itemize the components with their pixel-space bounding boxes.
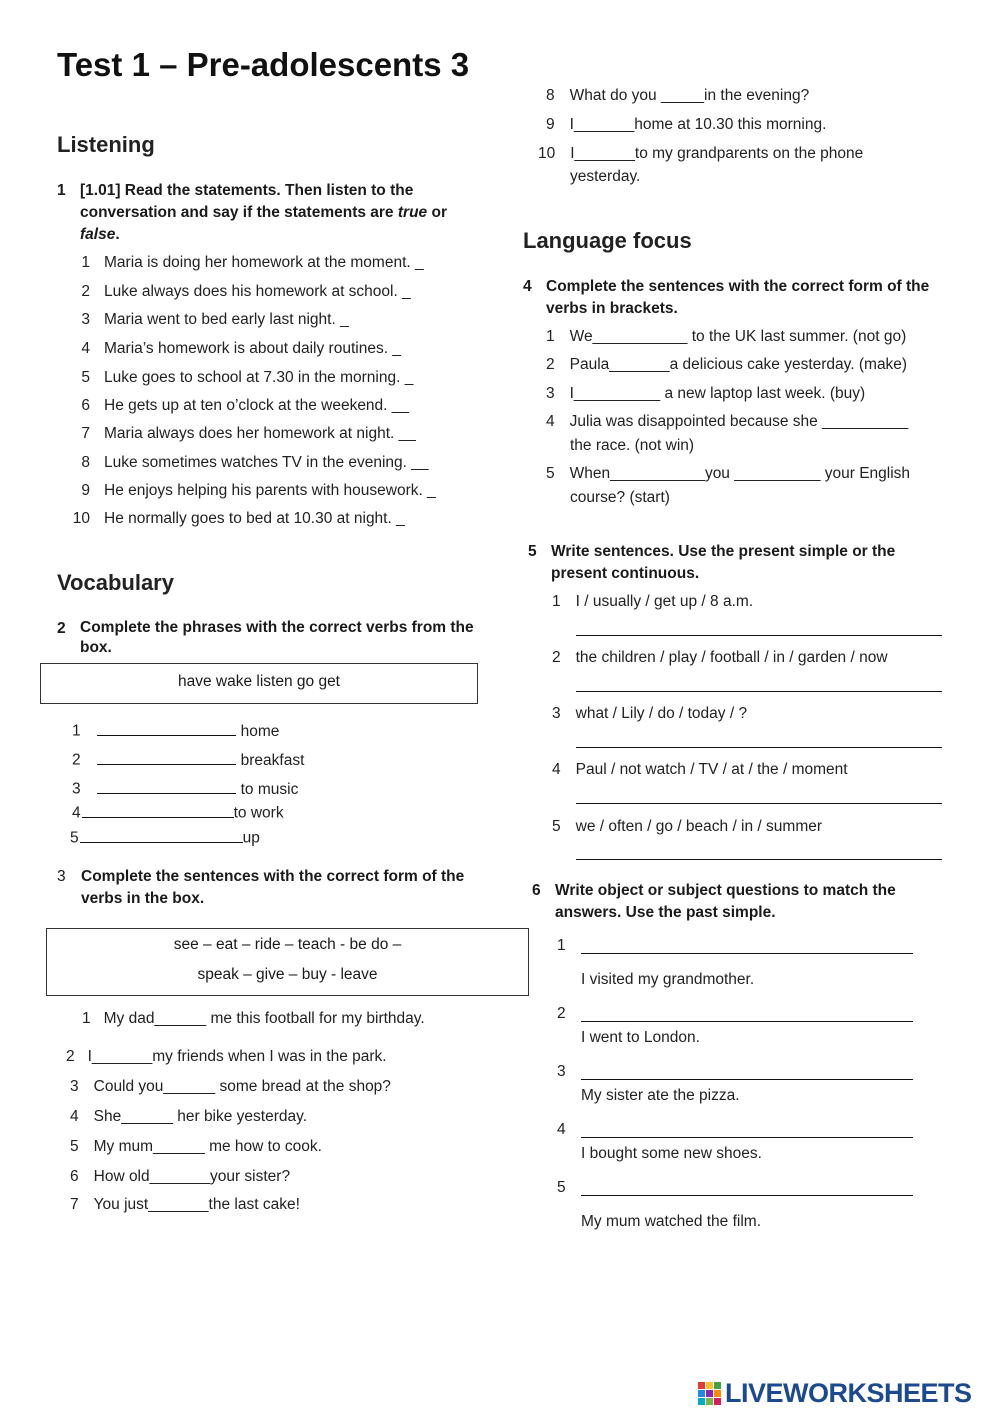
item-number: 5 <box>546 465 555 482</box>
item-text: I / usually / get up / 8 a.m. <box>575 593 754 610</box>
language-focus-heading: Language focus <box>523 228 692 253</box>
item-number: 2 <box>66 1048 75 1065</box>
item-number: 3 <box>546 385 555 402</box>
item-number: 5 <box>70 1138 79 1155</box>
item-text: up <box>242 829 260 847</box>
list-item <box>72 748 304 770</box>
item-number: 4 <box>546 413 555 430</box>
list-item <box>546 385 865 403</box>
answer-line[interactable] <box>581 1079 913 1080</box>
list-item <box>70 1108 307 1126</box>
list-item <box>552 649 888 667</box>
item-number: 3 <box>72 780 81 798</box>
list-item <box>66 482 436 500</box>
item-number: 10 <box>538 145 556 162</box>
item-number: 1 <box>557 937 566 954</box>
answer-text: I bought some new shoes. <box>581 1145 762 1162</box>
item-text: to music <box>240 780 299 798</box>
list-item <box>70 826 260 848</box>
list-item <box>66 254 424 272</box>
list-item <box>70 1138 322 1156</box>
item-text: Paul / not watch / TV / at / the / moment <box>575 761 848 778</box>
list-item <box>546 356 907 374</box>
item-number: 5 <box>557 1179 566 1196</box>
item-text: Julia was disappointed because she __________ <box>569 413 909 430</box>
list-item <box>66 454 429 472</box>
item-text: I_______to my grandparents on the phone <box>570 145 864 162</box>
list-item <box>552 705 747 723</box>
item-text: He normally goes to bed at 10.30 at night. _ <box>104 510 405 527</box>
item-text: My dad______ me this football for my birthday. <box>103 1010 425 1027</box>
instruction-false: false <box>80 226 116 243</box>
exercise-number: 3 <box>57 868 66 885</box>
answer-text: I went to London. <box>581 1029 700 1046</box>
item-number: 7 <box>70 1196 79 1213</box>
word-box-text: have wake listen go get <box>178 673 340 690</box>
item-number: 3 <box>81 311 90 328</box>
item-text: Luke sometimes watches TV in the evening. __ <box>104 454 429 471</box>
exercise-number: 6 <box>532 882 541 899</box>
list-item <box>70 1196 300 1214</box>
list-item <box>66 283 411 301</box>
list-item <box>66 397 409 415</box>
list-item <box>72 719 279 741</box>
item-text: breakfast <box>240 751 305 769</box>
item-number: 4 <box>70 1108 79 1125</box>
answer-line[interactable] <box>581 1137 913 1138</box>
item-text: She______ her bike yesterday. <box>93 1108 308 1125</box>
instruction-text: Complete the sentences with the correct form of the verbs in the box. <box>81 868 465 907</box>
list-item <box>66 510 405 528</box>
item-text: He gets up at ten o’clock at the weekend. __ <box>104 397 410 414</box>
word-box-line-1: see – eat – ride – teach - be do – <box>173 936 402 953</box>
item-number: 2 <box>81 283 90 300</box>
item-number: 1 <box>546 328 555 345</box>
list-item <box>70 1078 391 1096</box>
instruction-text: Write object or subject questions to match the answers. Use the past simple. <box>555 882 896 921</box>
item-number: 3 <box>552 705 561 722</box>
answer-blank[interactable] <box>80 826 243 843</box>
item-text: we / often / go / beach / in / summer <box>575 818 823 835</box>
item-number: 2 <box>557 1005 566 1022</box>
item-text: I__________ a new laptop last week. (buy) <box>569 385 866 402</box>
instruction-text: Complete the phrases with the correct verbs from the box. <box>80 619 474 656</box>
item-number: 1 <box>81 254 90 271</box>
item-text: the children / play / football / in / garden / now <box>575 649 888 666</box>
item-number: 3 <box>70 1078 79 1095</box>
answer-blank[interactable] <box>97 719 236 736</box>
list-item-continued: yesterday. <box>570 168 641 185</box>
exercise-6-instructions <box>532 880 952 924</box>
instruction-text: Complete the sentences with the correct form of the verbs in brackets. <box>546 278 930 317</box>
list-item-continued: the race. (not win) <box>570 437 695 454</box>
item-number: 8 <box>81 454 90 471</box>
item-text: Maria went to bed early last night. _ <box>104 311 349 328</box>
answer-line[interactable] <box>581 1021 913 1022</box>
item-text: Luke goes to school at 7.30 in the morning. _ <box>104 369 414 386</box>
item-number: 1 <box>72 722 81 740</box>
item-text: I_______home at 10.30 this morning. <box>569 116 827 133</box>
item-number: 9 <box>546 116 555 133</box>
item-text: to work <box>233 804 284 822</box>
item-number: 8 <box>546 87 555 104</box>
item-text: Could you______ some bread at the shop? <box>93 1078 391 1095</box>
item-text: Maria always does her homework at night. __ <box>104 425 416 442</box>
item-text: We___________ to the UK last summer. (not go) <box>569 328 907 345</box>
item-text: Luke always does his homework at school. _ <box>104 283 411 300</box>
item-number: 1 <box>82 1010 91 1027</box>
item-number: 5 <box>70 829 79 847</box>
item-number: 1 <box>552 593 561 610</box>
liveworksheets-logo <box>698 1378 972 1408</box>
list-item <box>72 801 284 823</box>
answer-line[interactable] <box>576 859 942 860</box>
list-item <box>66 425 416 443</box>
answer-blank[interactable] <box>97 748 236 765</box>
list-item <box>66 340 401 358</box>
list-item <box>66 1048 387 1066</box>
list-item <box>546 328 906 346</box>
item-text: He enjoys helping his parents with housework. _ <box>104 482 436 499</box>
item-text: My mum______ me how to cook. <box>93 1138 322 1155</box>
list-item-continued: course? (start) <box>570 489 670 506</box>
instruction-period: . <box>115 226 120 243</box>
answer-text: My mum watched the film. <box>581 1213 762 1230</box>
item-number: 10 <box>72 510 90 527</box>
item-text: What do you _____in the evening? <box>569 87 810 104</box>
answer-blank[interactable] <box>97 777 236 794</box>
item-number: 5 <box>81 369 90 386</box>
exercise-number: 1 <box>57 182 66 199</box>
list-item <box>546 116 826 134</box>
item-text: Maria’s homework is about daily routines. _ <box>104 340 401 357</box>
instruction-text: [1.01] Read the statements. Then listen to the conversation and say if the statements are <box>80 182 414 221</box>
list-item <box>538 145 863 163</box>
item-text: what / Lily / do / today / ? <box>575 705 748 722</box>
instruction-or: or <box>427 204 447 221</box>
item-text: Paula_______a delicious cake yesterday. (make) <box>569 356 908 373</box>
list-item <box>66 369 413 387</box>
item-number: 4 <box>552 761 561 778</box>
item-number: 7 <box>81 425 90 442</box>
item-number: 6 <box>70 1168 79 1185</box>
list-item <box>546 465 910 483</box>
word-box <box>40 663 478 704</box>
page-title: Test 1 – Pre-adolescents 3 <box>57 46 470 83</box>
item-text: You just_______the last cake! <box>93 1196 300 1213</box>
exercise-2-instructions <box>57 618 487 658</box>
list-item <box>66 311 349 329</box>
answer-line[interactable] <box>581 1195 913 1196</box>
item-number: 2 <box>552 649 561 666</box>
exercise-number: 2 <box>57 620 66 637</box>
exercise-number: 4 <box>523 278 532 295</box>
instruction-true: true <box>397 204 428 221</box>
answer-line[interactable] <box>576 747 942 748</box>
answer-text: I visited my grandmother. <box>581 971 755 988</box>
exercise-5-instructions <box>528 541 948 585</box>
exercise-3-instructions <box>57 866 477 910</box>
list-item <box>552 593 753 611</box>
item-number: 6 <box>81 397 90 414</box>
item-text: How old_______your sister? <box>93 1168 291 1185</box>
word-box-line-2: speak – give – buy - leave <box>197 966 378 983</box>
item-number: 4 <box>557 1121 566 1138</box>
answer-line[interactable] <box>576 803 942 804</box>
item-number: 9 <box>81 482 90 499</box>
item-text: Maria is doing her homework at the moment. _ <box>104 254 424 271</box>
list-item <box>82 1010 425 1028</box>
item-number: 3 <box>557 1063 566 1080</box>
answer-text: My sister ate the pizza. <box>581 1087 740 1104</box>
list-item <box>552 818 822 836</box>
item-number: 4 <box>81 340 90 357</box>
exercise-number: 5 <box>528 543 537 560</box>
answer-line[interactable] <box>576 691 942 692</box>
answer-blank[interactable] <box>82 801 234 818</box>
item-text: I_______my friends when I was in the park. <box>87 1048 387 1065</box>
vocabulary-heading: Vocabulary <box>57 570 174 595</box>
item-text: home <box>240 722 280 740</box>
item-number: 2 <box>546 356 555 373</box>
item-text: When___________you __________ your English <box>569 465 911 482</box>
word-box <box>46 928 529 996</box>
instruction-text: Write sentences. Use the present simple or the present continuous. <box>551 543 896 582</box>
item-number: 5 <box>552 818 561 835</box>
list-item <box>546 87 809 105</box>
list-item <box>72 777 298 799</box>
list-item <box>552 761 848 779</box>
item-number: 2 <box>72 751 81 769</box>
answer-line[interactable] <box>581 953 913 954</box>
exercise-4-instructions <box>523 276 943 320</box>
logo-text: LIVEWORKSHEETS <box>725 1377 972 1408</box>
logo-grid-icon <box>698 1382 721 1405</box>
list-item <box>546 413 908 431</box>
exercise-1-instructions <box>57 180 477 246</box>
list-item <box>70 1168 290 1186</box>
item-number: 4 <box>72 804 81 822</box>
listening-heading: Listening <box>57 132 155 157</box>
answer-line[interactable] <box>576 635 942 636</box>
